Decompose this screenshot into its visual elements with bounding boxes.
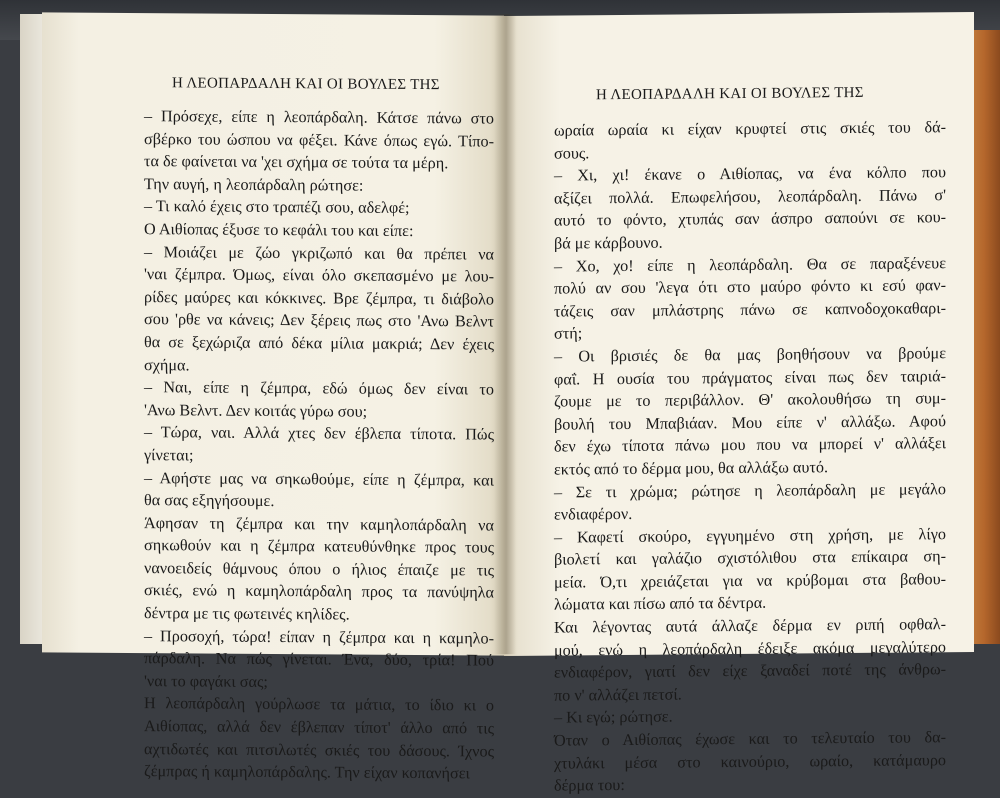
text-line: φαΐ. Η ουσία του πράγματος είναι πως δεν ταιριά-: [554, 366, 946, 389]
text-line: – Οι βρισιές δε θα μας βοηθήσουν να βρούμε: [554, 344, 946, 366]
text-line: – Σε τι χρώμα; ρώτησε η λεοπάρδαλη με μεγάλο: [554, 479, 946, 502]
text-line: μού, ενώ η λεοπάρδαλη έδειξε ακόμα μεγαλύτερο: [554, 637, 946, 660]
text-line: 'ναι το φαγάκι σας;: [144, 671, 268, 691]
text-line: θα σας εξηγήσουμε.: [144, 491, 275, 511]
text-line: δέντρα με τις φωτεινές κηλίδες.: [144, 604, 350, 624]
text-line: Την αυγή, η λεοπάρδαλη ρώτησε:: [144, 174, 364, 195]
text-line: Αιθίοπας, αλλά δεν έβλεπαν τίποτ' άλλο από τις: [144, 717, 494, 738]
text-line: τα δε φαίνεται να 'χει σχήμα σε τούτα τα μέρη.: [144, 152, 449, 173]
text-line: βουλή του Μπαβιάαν. Μου είπε ν' αλλάξω. Αφού: [554, 411, 946, 434]
text-line: νανοειδείς θάμνους όπου ο ήλιος έπαιζε με τις: [144, 558, 494, 580]
text-line: βιολετί και γαλάζιο σχιστόλιθου στα επίκαιρα ση-: [554, 547, 946, 569]
right-page-text: [554, 116, 946, 797]
text-line: Η λεοπάρδαλη γούρλωσε τα μάτια, το ίδιο κι ο: [144, 694, 494, 715]
text-line: ζουμε με το περιβάλλον. Θ' ακολουθήσω τη συμ-: [554, 389, 946, 411]
text-line: – Κι εγώ; ρώτησε.: [554, 708, 673, 728]
text-line: – Αφήστε μας να σηκωθούμε, είπε η ζέμπρα, και: [144, 468, 494, 490]
text-line: σηκωθούν και η ζέμπρα κατευθύνθηκε προς τους: [144, 536, 494, 557]
text-line: αχτιδωτές και πιτσιλωτές σκιές του δάσους. Ίχνος: [144, 739, 494, 761]
book-gutter: [494, 14, 516, 654]
text-line: – Ναι, είπε η ζέμπρα, εδώ όμως δεν είναι το: [144, 378, 494, 399]
text-line: ρίδες μαύρες και κόκκινες. Βρε ζέμπρα, τι διάβολο: [144, 287, 494, 309]
text-line: – Τώρα, ναι. Αλλά χτες δεν έβλεπα τίποτα. Πώς: [144, 423, 494, 444]
text-line: Και λέγοντας αυτά άλλαζε δέρμα εν ριπή οφθαλ-: [554, 615, 946, 637]
text-line: Ο Αιθίοπας έξυσε το κεφάλι του και είπε:: [144, 220, 414, 240]
text-line: ωραία ωραία κι είχαν κρυφτεί στις σκιές του δά-: [554, 118, 946, 140]
text-line: τάζεις σαν μπλάστρης πάνω σε καπνοδοχοκαθαρι-: [554, 298, 946, 321]
text-line: – Τι καλό έχεις στο τραπέζι σου, αδελφέ;: [144, 197, 410, 218]
text-line: – Προσοχή, τώρα! είπαν η ζέμπρα και η καμηλο-: [144, 626, 494, 648]
right-page: [504, 12, 974, 795]
text-line: σους.: [554, 143, 590, 163]
text-line: πάρδαλη. Να πώς γίνεται. Ένα, δύο, τρία! Πού: [144, 649, 494, 670]
text-line: σβέρκο του ώσπου να φέξει. Κάνε όπως εγώ. Τίπο-: [144, 129, 494, 151]
text-line: 'Ανω Βελντ. Δεν κοιτάς γύρω σου;: [144, 400, 368, 421]
text-line: – Καφετί σκούρο, εγγυημένο στη χρήση, με λίγο: [554, 524, 946, 547]
left-page: [42, 12, 504, 783]
text-line: ενδιαφέρον, γιατί δεν είχε ξαναδεί ποτέ της άνθρω-: [554, 660, 946, 682]
text-line: μεία. Ό,τι χρειάζεται για να κρύβομαι στα βαθου-: [554, 570, 946, 592]
text-line: θα σε ξεχώριζα από δέκα μίλια μακριά; Δεν έχεις: [144, 333, 494, 354]
text-line: Όταν ο Αιθίοπας έχωσε και το τελευταίο του δα-: [554, 728, 946, 750]
text-line: αξίζει πολλά. Επωφελήσου, λεοπάρδαλη. Πάνω σ': [554, 185, 946, 208]
text-line: γίνεται;: [144, 446, 194, 465]
text-line: σκιές, ενώ η καμηλοπάρδαλη προς τα πανύψηλα: [144, 581, 494, 603]
text-line: – Χο, χο! είπε η λεοπάρδαλη. Θα σε παραξένευε: [554, 253, 946, 276]
left-page-header: Η ΛΕΟΠΑΡΔΑΛΗ ΚΑΙ ΟΙ ΒΟΥΛΕΣ ΤΗΣ: [172, 75, 440, 94]
text-line: – Πρόσεχε, είπε η λεοπάρδαλη. Κάτσε πάνω στο: [144, 107, 494, 128]
text-line: δεν έχω τίποτα πάνω μου που να μπορεί ν' αλλάξει: [554, 434, 946, 456]
text-line: – Μοιάζει με ζώο γκριζωπό και θα πρέπει να: [144, 242, 494, 264]
right-page-header: Η ΛΕΟΠΑΡΔΑΛΗ ΚΑΙ ΟΙ ΒΟΥΛΕΣ ΤΗΣ: [596, 84, 864, 104]
text-line: σχήμα.: [144, 355, 190, 374]
text-line: λώματα και πίσω από τα δέντρα.: [554, 594, 767, 615]
text-line: – Χι, χι! έκανε ο Αιθίοπας, να ένα κόλπο που: [554, 163, 946, 185]
left-page-text: [144, 105, 494, 785]
text-line: εκτός από το δέρμα μου, θα αλλάξω αυτό.: [554, 458, 829, 479]
text-line: ζέμπρας ή καμηλοπάρδαλης. Την είχαν κοπανήσει: [144, 762, 470, 783]
text-line: πολύ αν σου 'λεγα ότι στο μαύρο φόντο κι εσύ φαν-: [554, 276, 946, 298]
text-line: αυτό το φόντο, χτυπάς σαν άσπρο σαπούνι σε κου-: [554, 208, 946, 230]
text-line: χτυλάκι μέσα στο καινούριο, ωραίο, κατάμαυρο: [554, 750, 946, 773]
text-line: στή;: [554, 324, 583, 343]
text-line: 'ναι ζέμπρα. Όμως, είναι όλο σκεπασμένο με λου-: [144, 265, 494, 286]
text-line: σου 'ρθε να κάνεις; Δεν ξέρεις πως στο 'Ανω Βελντ: [144, 310, 494, 331]
text-line: πο ν' αλλάζει πετσί.: [554, 685, 682, 705]
text-line: δέρμα του:: [554, 776, 625, 795]
text-line: ενδιαφέρον.: [554, 505, 633, 524]
text-line: Άφησαν τη ζέμπρα και την καμηλοπάρδαλη να: [144, 513, 494, 535]
text-line: βά με κάρβουνο.: [554, 233, 663, 253]
